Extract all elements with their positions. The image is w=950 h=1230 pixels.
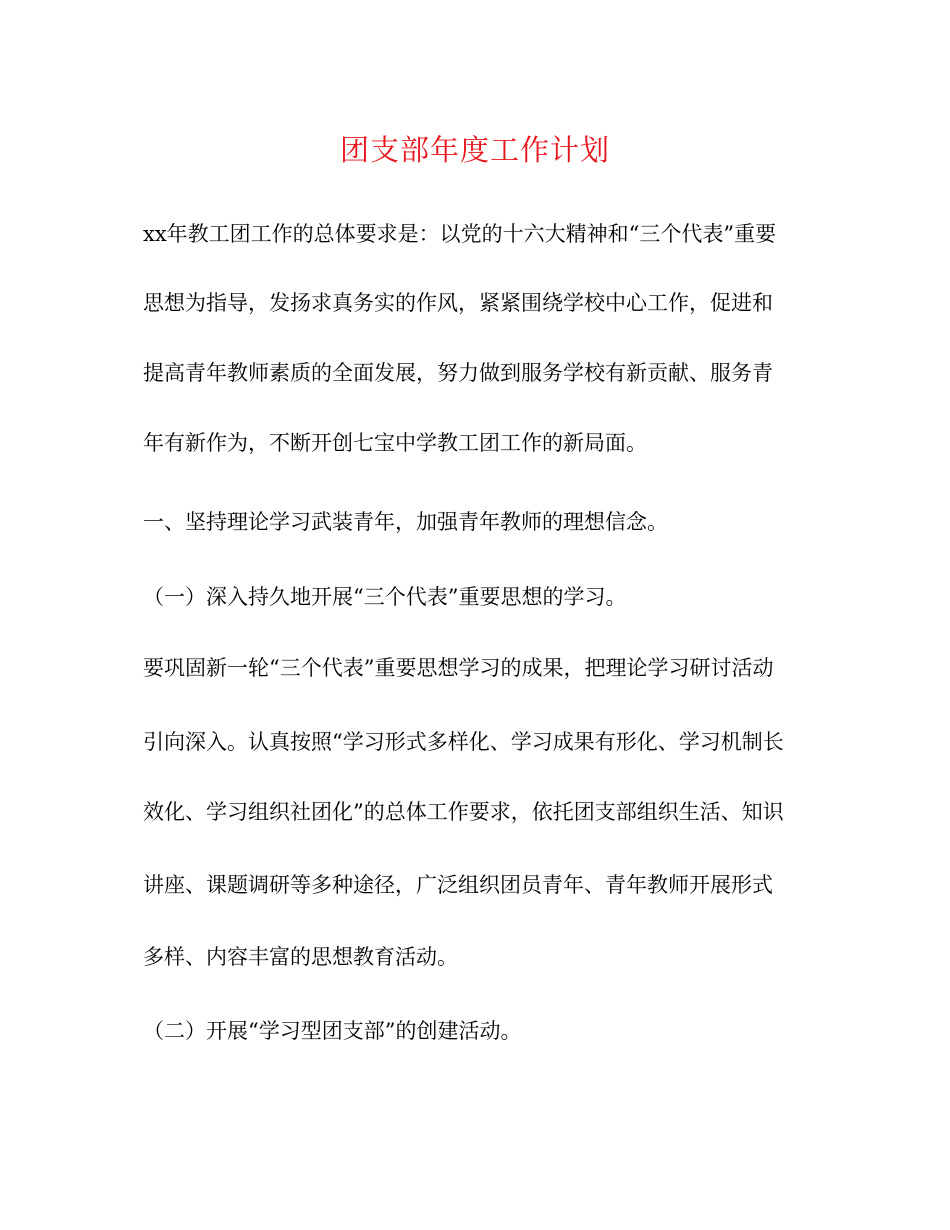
subsection-heading: （一）深入持久地开展“三个代表”重要思想的学习。 — [143, 585, 627, 609]
body-line: 要巩固新一轮“三个代表”重要思想学习的成果，把理论学习研讨活动 — [143, 656, 774, 680]
body-line: 引向深入。认真按照“学习形式多样化、学习成果有形化、学习机制长 — [143, 730, 784, 754]
section-heading: 一、坚持理论学习武装青年，加强青年教师的理想信念。 — [143, 510, 668, 534]
body-line: 提高青年教师素质的全面发展，努力做到服务学校有新贡献、服务青 — [143, 361, 773, 385]
body-line: 多样、内容丰富的思想教育活动。 — [143, 945, 458, 969]
body-line: 年有新作为，不断开创七宝中学教工团工作的新局面。 — [143, 431, 647, 455]
body-line: 效化、学习组织社团化”的总体工作要求，依托团支部组织生活、知识 — [143, 800, 784, 824]
subsection-heading: （二）开展“学习型团支部”的创建活动。 — [143, 1019, 522, 1043]
document-title: 团支部年度工作计划 — [339, 133, 610, 167]
body-line: 讲座、课题调研等多种途径，广泛组织团员青年、青年教师开展形式 — [143, 873, 773, 897]
body-line: 思想为指导，发扬求真务实的作风，紧紧围绕学校中心工作，促进和 — [143, 291, 773, 315]
body-line: xx年教工团工作的总体要求是：以党的十六大精神和“三个代表”重要 — [143, 222, 777, 246]
